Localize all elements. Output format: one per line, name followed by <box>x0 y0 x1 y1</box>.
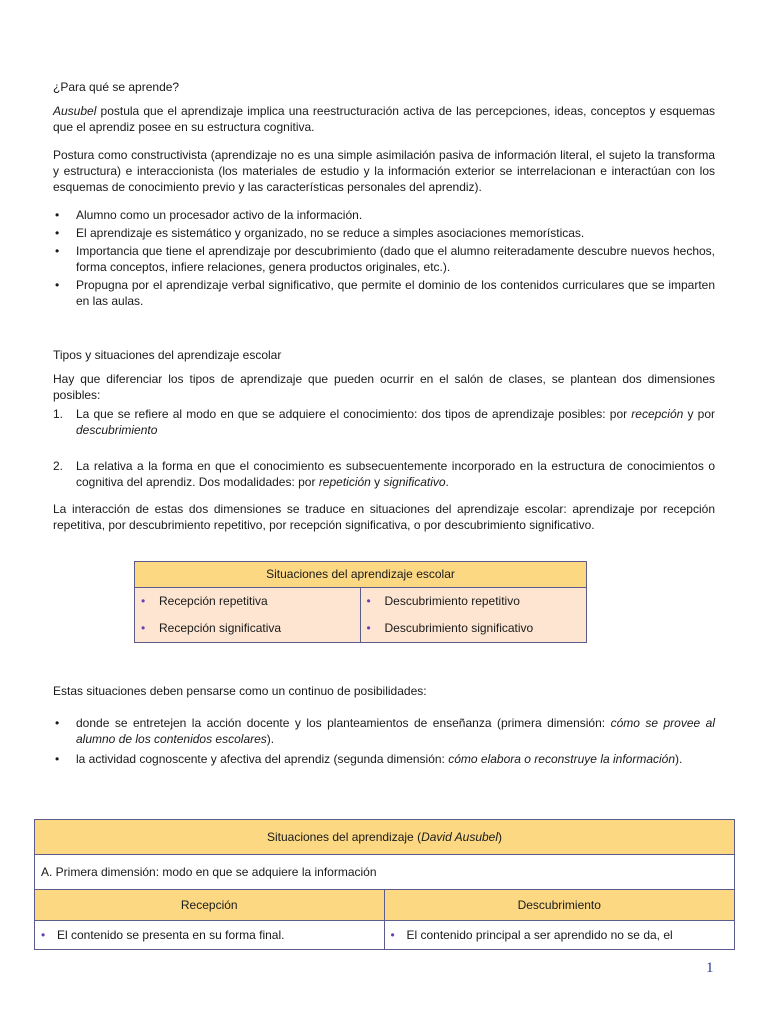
bullet-icon: • <box>55 752 60 766</box>
paragraph-ausubel <box>53 103 715 135</box>
bullet-icon: • <box>55 716 60 730</box>
paragraph-interaccion: La interacción de estas dos dimensiones se traduce en situaciones del aprendizaje escolar: aprendizaje por recepción repetitiva, por descubrimiento repetitivo, por recepción significativa, o por descubrimiento significativo. <box>53 502 715 532</box>
bold-lead: Postura como constructivista <box>53 148 208 162</box>
numbered-item-1 <box>53 406 715 438</box>
table-cell: • Recepción repetitiva <box>135 588 361 615</box>
section-heading-tipos: Tipos y situaciones del aprendizaje escolar <box>53 348 282 362</box>
list-item: • donde se entretejen la acción docente y los planteamientos de enseñanza (primera dimensión: cómo se provee al alumno de los contenidos escolares). <box>55 716 715 746</box>
author-name: Ausubel <box>53 104 97 118</box>
page-number: 1 <box>706 960 714 976</box>
table-cell: • Recepción significativa <box>135 615 361 642</box>
bullet-icon: • <box>41 928 46 942</box>
table-cell: • Descubrimiento repetitivo <box>361 588 587 615</box>
bullet-icon: • <box>366 594 371 608</box>
principles-list <box>53 207 715 309</box>
list-item: • El aprendizaje es sistemático y organizado, no se reduce a simples asociaciones memorísticas. <box>55 226 585 240</box>
ausubel-table <box>34 819 735 950</box>
situaciones-table <box>134 561 587 643</box>
list-item: • Alumno como un procesador activo de la información. <box>55 208 363 222</box>
paragraph-constructivista <box>53 147 715 195</box>
table-cell: • Descubrimiento significativo <box>361 615 587 642</box>
dimension-row: A. Primera dimensión: modo en que se adquiere la información <box>35 855 734 890</box>
table-header-row <box>35 890 734 921</box>
bullet-icon: • <box>390 928 395 942</box>
column-header-recepcion: Recepción <box>35 890 385 921</box>
bullet-icon: • <box>55 226 60 240</box>
table-cell: • El contenido se presenta en su forma final. <box>35 921 385 949</box>
table-title: Situaciones del aprendizaje (David Ausubel) <box>35 820 734 855</box>
numbered-item-2 <box>53 458 715 490</box>
list-item: • Importancia que tiene el aprendizaje por descubrimiento (dado que el alumno reiteradamente descubre nuevos hechos, forma conceptos, infiere relaciones, genera productos originales, etc.). <box>55 244 715 274</box>
paragraph-text: (los materiales de estudio y la información exterior se interrelacionan e interactúan con los esquemas de conocimiento previo y las características personales del aprendiz). <box>53 164 715 194</box>
section-heading-para-que: ¿Para qué se aprende? <box>53 80 180 94</box>
list-item: • la actividad cognoscente y afectiva del aprendiz (segunda dimensión: cómo elabora o reconstruye la información). <box>55 752 683 766</box>
bullet-icon: • <box>55 278 60 292</box>
list-item: • Propugna por el aprendizaje verbal significativo, que permite el dominio de los contenidos curriculares que se imparten en las aulas. <box>55 278 715 308</box>
column-header-descubrimiento: Descubrimiento <box>385 890 735 921</box>
table-row <box>135 615 586 642</box>
bold-term: interaccionista <box>136 164 214 178</box>
bullet-icon: • <box>55 208 60 222</box>
paragraph-text: postula que el aprendizaje implica una reestructuración activa de las percepciones, ideas, conceptos y esquemas que el aprendiz posee en su estructura cognitiva. <box>53 104 715 134</box>
bullet-icon: • <box>366 621 371 635</box>
paragraph-intro-dimensiones: Hay que diferenciar los tipos de aprendizaje que pueden ocurrir en el salón de clases, se plantean dos dimensiones posibles: <box>53 372 715 402</box>
bullet-icon: • <box>55 244 60 258</box>
table-title: Situaciones del aprendizaje escolar <box>135 562 586 588</box>
bullet-icon: • <box>141 594 146 608</box>
item-text: La relativa a la forma en que el conocimiento es subsecuentemente incorporado en la estructura de conocimientos o cognitiva del aprendiz. Dos modalidades: por repetición y significativo. <box>76 459 715 489</box>
table-row <box>35 921 734 949</box>
bullet-icon: • <box>141 621 146 635</box>
item-number: 1. <box>53 407 64 421</box>
item-number: 2. <box>53 459 64 473</box>
paragraph-continuo: Estas situaciones deben pensarse como un continuo de posibilidades: <box>53 684 427 698</box>
table-cell: • El contenido principal a ser aprendido no se da, el <box>385 921 735 949</box>
item-text: La que se refiere al modo en que se adquiere el conocimiento: dos tipos de aprendizaje posibles: por recepción y por descubrimiento <box>76 407 715 437</box>
continuo-list <box>53 715 715 767</box>
paragraph-text: (aprendizaje no es una simple asimilación pasiva de información literal, el sujeto la transforma y estructura) e <box>53 148 715 178</box>
table-row <box>135 588 586 615</box>
